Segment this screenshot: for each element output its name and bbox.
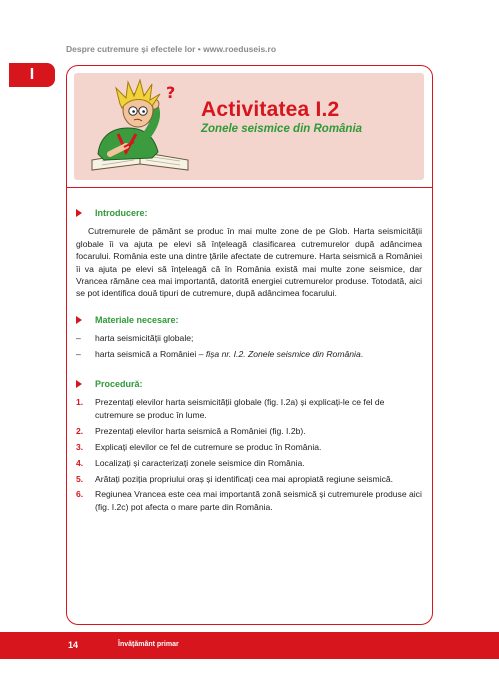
list-item — [76, 488, 422, 513]
section-heading-materials — [76, 314, 422, 326]
section-heading-intro — [76, 207, 422, 219]
running-header: Despre cutremure și efectele lor • www.roeduseis.ro — [66, 44, 277, 54]
intro-section — [76, 225, 422, 299]
step-text: Prezentați elevilor harta seismicității globale (fig. I.2a) și explicați-le ce fel de cutremure se produc în lume. — [95, 397, 385, 420]
footer-label: Învățământ primar — [118, 641, 179, 648]
step-text: Regiunea Vrancea este cea mai importantă zonă seismică și cutremurele produse aici (fig. I.2c) pot afecta o mare parte din România. — [95, 489, 422, 512]
step-number: 3. — [76, 441, 84, 452]
step-number: 4. — [76, 457, 84, 468]
activity-content — [76, 207, 422, 517]
step-number: 2. — [76, 425, 84, 436]
materials-list — [76, 332, 422, 360]
procedure-heading: Procedură: — [95, 379, 143, 390]
material-text: harta seismicității globale; — [95, 333, 194, 344]
svg-text:?: ? — [166, 83, 176, 102]
student-thinking-illustration — [88, 76, 192, 178]
list-dash: – — [76, 349, 81, 360]
step-text: Prezentați elevilor harta seismică a României (fig. I.2b). — [95, 425, 306, 436]
step-number: 5. — [76, 473, 84, 484]
list-item — [76, 457, 422, 469]
list-item — [76, 396, 422, 421]
bullet-arrow-icon — [76, 316, 82, 324]
activity-subtitle: Zonele seismice din România — [201, 123, 363, 135]
step-number: 6. — [76, 489, 84, 500]
materials-heading: Materiale necesare: — [95, 314, 179, 325]
page-number: 14 — [68, 640, 79, 650]
bullet-arrow-icon — [76, 380, 82, 388]
bullet-arrow-icon — [76, 209, 82, 217]
list-item — [76, 441, 422, 453]
banner-divider — [66, 187, 433, 188]
section-heading-procedure — [76, 378, 422, 390]
material-text — [95, 348, 422, 360]
activity-title: Activitatea I.2 — [201, 98, 340, 121]
list-item — [76, 473, 422, 485]
intro-heading: Introducere: — [95, 208, 148, 218]
step-text: Explicați elevilor ce fel de cutremure se produc în România. — [95, 441, 322, 452]
intro-paragraph: Cutremurele de pământ se produc în mai multe zone de pe Glob. Harta seismicității globale îi va ajuta pe elevi să înțeleagă clasificarea cutremurelor după adâncimea focarului. România este una dintre țările afectate de cutremure. Harta seismică a României îi va ajuta pe elevi să înțeleagă că în România există mai multe zone seismice, dar Vrancea rămâne cea mai importantă, datorită energiei cutremurelor produse. Totodată, aici se pot identifica două tipuri de cutremure, după adâncimea focarului. — [76, 226, 422, 299]
procedure-steps — [76, 396, 422, 513]
worksheet-reference: fișa nr. I.2. Zonele seismice din România — [205, 349, 361, 360]
list-dash: – — [76, 333, 81, 344]
step-text: Arătați poziția propriului oraș și identificați cea mai apropiată regiune seismică. — [95, 473, 394, 484]
step-text: Localizați și caracterizați zonele seismice din România. — [95, 457, 305, 468]
material-text-lead: harta seismică a României – — [95, 349, 206, 360]
chapter-tab — [9, 63, 55, 87]
step-number: 1. — [76, 397, 84, 408]
list-item — [76, 348, 422, 360]
material-text-end: . — [360, 349, 364, 360]
list-item — [76, 425, 422, 437]
list-item — [76, 332, 422, 344]
chapter-tab-label: I — [29, 66, 35, 83]
